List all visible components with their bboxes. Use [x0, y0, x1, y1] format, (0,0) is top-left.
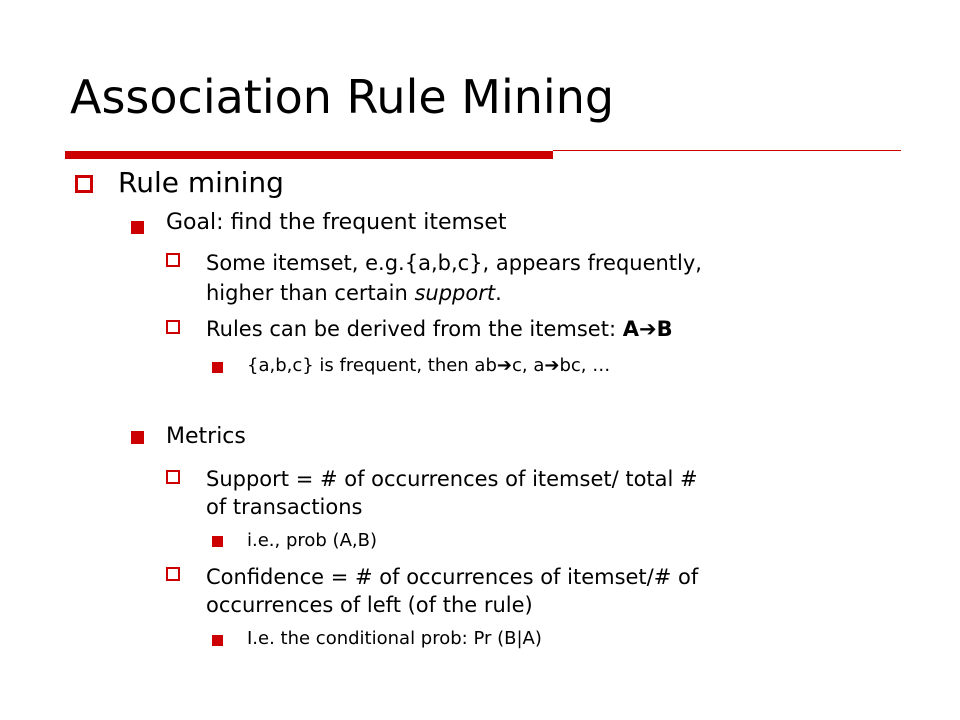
text-segment: higher than certain [206, 281, 415, 305]
filled-square-bullet-icon [131, 221, 144, 234]
rule-left: A [622, 317, 639, 341]
bullet-text: Goal: find the frequent itemset [166, 210, 507, 235]
bullet-text: Rule mining [118, 166, 284, 199]
filled-square-bullet-icon [212, 536, 223, 547]
text-segment: c, a [511, 355, 545, 376]
bullet-text-line1: Support = # of occurrences of itemset/ total # [206, 467, 698, 491]
title-underline-thick [65, 151, 553, 159]
slide-title: Association Rule Mining [70, 70, 615, 124]
bullet-text-line2: occurrences of left (of the rule) [206, 593, 533, 617]
text-segment: bc, … [559, 355, 611, 376]
bullet-text: I.e. the conditional prob: Pr (B|A) [247, 628, 542, 649]
arrow-right-icon: ➔ [638, 317, 657, 341]
rule-right: B [656, 317, 673, 341]
arrow-right-icon: ➔ [496, 355, 512, 376]
arrow-right-icon: ➔ [544, 355, 560, 376]
bullet-text-line2: of transactions [206, 495, 363, 519]
hollow-square-bullet-icon [166, 253, 180, 267]
support-term: support [414, 281, 496, 305]
text-segment: . [495, 281, 502, 305]
filled-square-bullet-icon [212, 362, 223, 373]
bullet-text: i.e., prob (A,B) [247, 530, 377, 551]
hollow-square-bullet-icon [166, 320, 180, 334]
hollow-square-bullet-icon [166, 470, 180, 484]
bullet-text [206, 316, 673, 342]
bullet-text-line1: Some itemset, e.g.{a,b,c}, appears frequently, [206, 251, 702, 275]
filled-square-bullet-icon [131, 431, 144, 444]
text-segment: {a,b,c} is frequent, then ab [247, 355, 497, 376]
bullet-text: Metrics [166, 424, 246, 449]
title-underline-thin [553, 150, 901, 151]
text-segment: Rules can be derived from the itemset: [206, 317, 623, 341]
hollow-square-bullet-icon [166, 567, 180, 581]
bullet-text-line2 [206, 280, 502, 306]
filled-square-bullet-icon [212, 635, 223, 646]
bullet-text-line1: Confidence = # of occurrences of itemset/# of [206, 565, 699, 589]
bullet-text [247, 355, 610, 376]
hollow-square-bullet-icon [75, 175, 93, 193]
